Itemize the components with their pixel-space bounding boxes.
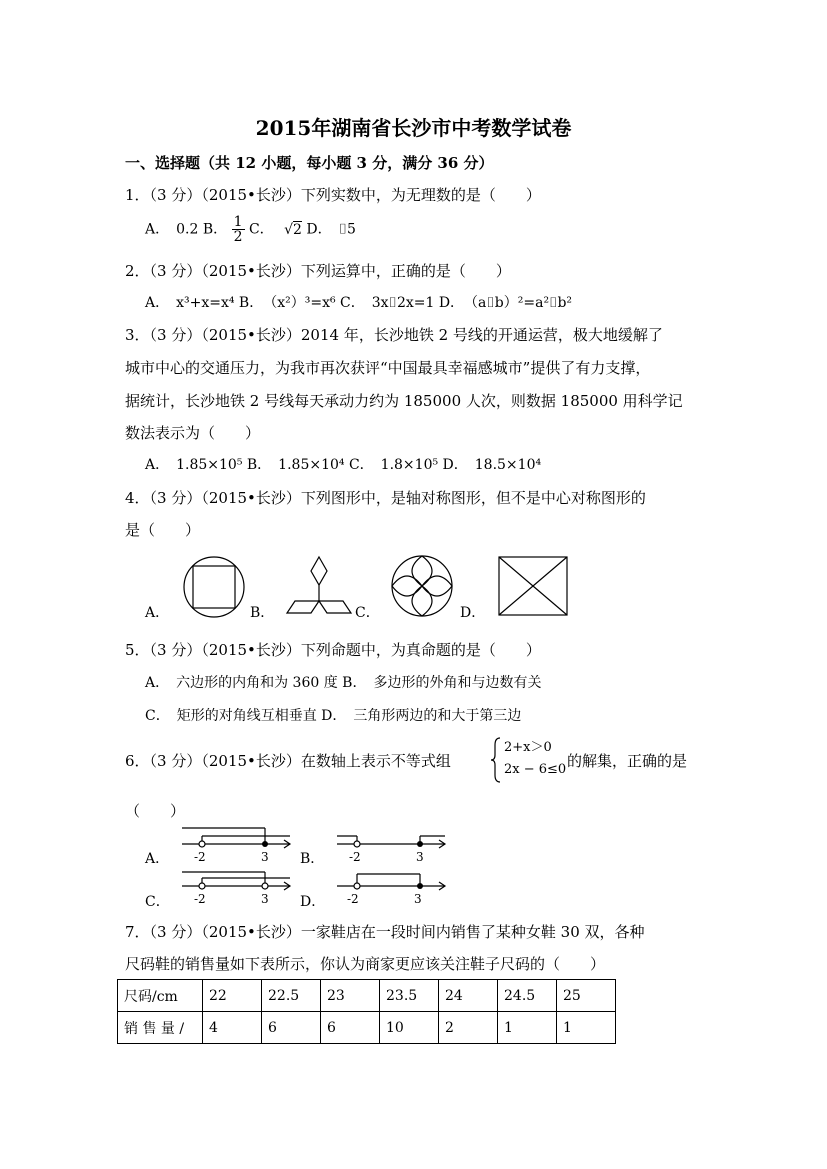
question-3-line-3: 据统计，长沙地铁 2 号线每天承动力约为 185000 人次，则数据 185000 用科学记 <box>125 392 683 410</box>
q6-label-a: A． <box>145 851 170 867</box>
question-1-options <box>145 215 356 244</box>
question-4-line-2: 是（ ） <box>125 521 201 539</box>
table-cell: 6 <box>321 1012 380 1044</box>
table-cell: 1 <box>557 1012 616 1044</box>
question-5-stem: 5．（3 分）（2015•长沙）下列命题中，为真命题的是（ ） <box>125 641 541 659</box>
table-cell: 25 <box>557 980 616 1012</box>
question-3-options: A． 1.85×10⁵ B． 1.85×10⁴ C． 1.8×10⁵ D． 18.5×10⁴ <box>145 457 542 473</box>
table-cell: 23.5 <box>380 980 439 1012</box>
number-line-a <box>180 826 295 852</box>
question-3-line-2: 城市中心的交通压力，为我市再次获评“中国最具幸福感城市”提供了有力支撑， <box>125 359 651 377</box>
left-brace-icon <box>490 737 502 783</box>
tick-label-neg2-d: -2 <box>347 892 359 906</box>
question-4-line-1: 4．（3 分）（2015•长沙）下列图形中，是轴对称图形，但不是中心对称图形的 <box>125 489 646 507</box>
question-1-stem: 1．（3 分）（2015•长沙）下列实数中，为无理数的是（ ） <box>125 186 541 204</box>
q4-label-c: C． <box>355 605 380 621</box>
tick-label-3: 3 <box>261 850 269 864</box>
three-rhombus-figure <box>287 557 351 617</box>
q6-label-b: B． <box>300 851 325 867</box>
table-row <box>118 980 616 1012</box>
table-cell: 23 <box>321 980 380 1012</box>
table-cell: 销 售 量 / <box>118 1012 203 1044</box>
fraction-numerator: 1 <box>233 214 243 230</box>
tick-label-3-c: 3 <box>261 892 269 906</box>
table-cell: 4 <box>203 1012 262 1044</box>
table-cell: 2 <box>439 1012 498 1044</box>
q1-fraction <box>232 215 245 244</box>
question-3-line-4: 数法表示为（ ） <box>125 424 261 442</box>
square-with-diagonals-figure <box>498 556 568 616</box>
section-heading: 一、选择题（共 12 小题，每小题 3 分，满分 36 分） <box>125 154 494 172</box>
inequality-2: 2x − 6≤0 <box>504 762 567 777</box>
q4-label-d: D． <box>460 605 486 621</box>
q4-label-a: A． <box>145 605 170 621</box>
tick-label-3-d: 3 <box>414 892 422 906</box>
inequality-1: 2+x＞0 <box>504 740 552 755</box>
table-cell: 22 <box>203 980 262 1012</box>
number-line-c <box>180 868 295 894</box>
number-line-d <box>335 868 450 894</box>
q6-label-c: C． <box>145 894 170 910</box>
shoe-size-table <box>117 979 616 1044</box>
sqrt-icon: √2 <box>284 221 302 238</box>
question-2-stem: 2．（3 分）（2015•长沙）下列运算中，正确的是（ ） <box>125 262 511 280</box>
question-6-stem-c: （ ） <box>125 802 186 820</box>
question-6-stem-b: 的解集，正确的是 <box>567 752 688 770</box>
question-5-row-2: C． 矩形的对角线互相垂直 D． 三角形两边的和大于第三边 <box>145 708 522 724</box>
tick-label-neg2: -2 <box>194 850 206 864</box>
four-petal-circle-figure <box>390 554 454 618</box>
table-cell: 10 <box>380 1012 439 1044</box>
tick-label-3-b: 3 <box>416 850 424 864</box>
number-line-b <box>335 826 450 852</box>
tick-label-neg2-c: -2 <box>194 892 206 906</box>
fraction-denominator: 2 <box>233 229 243 245</box>
tick-label-neg2-b: -2 <box>349 850 361 864</box>
table-cell: 22.5 <box>262 980 321 1012</box>
question-7-line-2: 尺码鞋的销售量如下表所示，你认为商家更应该关注鞋子尺码的（ ） <box>125 955 606 973</box>
question-5-row-1: A． 六边形的内角和为 360 度 B． 多边形的外角和与边数有关 <box>145 675 542 691</box>
table-cell: 尺码/cm <box>118 980 203 1012</box>
page-title: 2015年湖南省长沙市中考数学试卷 <box>255 116 572 140</box>
q4-label-b: B． <box>250 605 275 621</box>
table-cell: 6 <box>262 1012 321 1044</box>
question-7-line-1: 7．（3 分）（2015•长沙）一家鞋店在一段时间内销售了某种女鞋 30 双，各种 <box>125 923 645 941</box>
table-row <box>118 1012 616 1044</box>
question-3-line-1: 3．（3 分）（2015•长沙）2014 年，长沙地铁 2 号线的开通运营，极大地缓解了 <box>125 326 663 344</box>
question-6-stem-a: 6．（3 分）（2015•长沙）在数轴上表示不等式组 <box>125 752 451 770</box>
q6-label-d: D． <box>300 894 326 910</box>
table-cell: 1 <box>498 1012 557 1044</box>
q1-option-c: C． <box>248 221 274 238</box>
table-cell: 24 <box>439 980 498 1012</box>
table-cell: 24.5 <box>498 980 557 1012</box>
q1-option-d: D． ⌷5 <box>306 221 356 238</box>
question-2-options: A． x³+x=x⁴ B． （x²）³=x⁶ C． 3x⌷2x=1 D． （a⌷b）²=a²⌷b² <box>145 295 573 311</box>
q1-option-a: A． 0.2 B． <box>145 221 228 238</box>
sqrt-value: 2 <box>293 221 302 238</box>
circle-with-square-figure <box>182 555 246 619</box>
